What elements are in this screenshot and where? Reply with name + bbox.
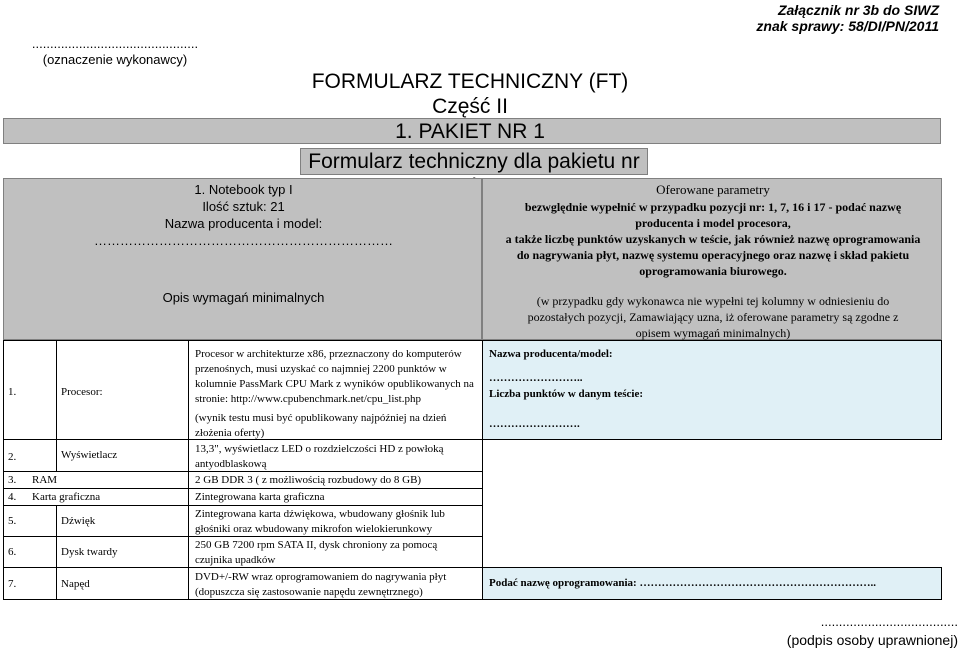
offered-title: Oferowane parametry: [656, 182, 770, 197]
row-6-name: Dysk twardy: [61, 546, 118, 558]
row-6-number-cell: [3, 536, 57, 568]
row-7-offer-label: [489, 576, 876, 591]
row-5-number-cell: [3, 505, 57, 537]
signature-label: (podpis osoby uprawnionej): [786, 632, 958, 648]
row-7-offer-dots[interactable]: ………………………………………………………..: [639, 577, 876, 589]
row-7-offer-cell[interactable]: [482, 567, 942, 600]
row-6-number: 6.: [8, 546, 17, 558]
row-7-req: DVD+/-RW wraz oprogramowaniem do nagrywania płyt (dopuszcza się zastosowanie napędu zewnętrznego): [195, 571, 447, 598]
row-7-number: 7.: [8, 578, 17, 590]
row-1-name-cell: [56, 340, 189, 440]
row-7-req-cell: [188, 567, 483, 600]
row-1-offer-dots-2[interactable]: …………………….: [489, 418, 580, 430]
offered-line-4: do nagrywania płyt, nazwę systemu operacyjnego oraz nazwę i skład pakietu: [516, 248, 910, 262]
row-2-number-cell: [3, 439, 57, 472]
row-4-number: 4.: [8, 491, 17, 503]
row-5-name-cell: [56, 505, 189, 537]
row-4-name: Karta graficzna: [32, 491, 101, 503]
row-1-req: Procesor w architekturze x86, przeznaczony do komputerów przenośnych, musi uzyskać co najmniej 2200 punktów w kolumnie PassMark CPU Mark z wyników opublikowanych na stronie: http://www.cpubenchmark.net/cpu_list.php: [195, 348, 474, 405]
package-title: 1. PAKIET NR 1: [395, 120, 545, 143]
offered-note-1: (w przypadku gdy wykonawca nie wypełni tej kolumny w odniesieniu do: [536, 294, 890, 308]
manufacturer-dots: ……………………………………………………………: [94, 233, 393, 248]
row-6-name-cell: [56, 536, 189, 568]
min-req-header: Opis wymagań minimalnych: [162, 290, 325, 305]
row-5-req-cell: [188, 505, 483, 537]
annex-label: Załącznik nr 3b do SIWZ: [777, 2, 939, 18]
row-1-name: Procesor:: [61, 386, 103, 398]
contractor-dots: ..............................................: [31, 36, 199, 51]
package-form-title: Formularz techniczny dla pakietu nr: [308, 150, 640, 173]
row-7-offer-label-text: Podać nazwę oprogramowania:: [489, 577, 637, 589]
row-1-offer-label-2: Liczba punktów w danym teście:: [489, 388, 644, 400]
contractor-stamp: [20, 36, 210, 68]
row-7-name-cell: [56, 567, 189, 600]
row-1-offer-cell[interactable]: [482, 340, 942, 440]
row-4-req-cell: [188, 488, 483, 506]
form-title: FORMULARZ TECHNICZNY (FT): [311, 70, 629, 93]
offered-line-3: a także liczbę punktów uzyskanych w teście, jak również nazwę oprogramowania: [505, 232, 921, 246]
product-name: 1. Notebook typ I: [194, 182, 293, 197]
manufacturer-label: Nazwa producenta i model:: [164, 216, 323, 231]
row-4-label-cell: [3, 488, 189, 506]
row-6-req: 250 GB 7200 rpm SATA II, dysk chroniony za pomocą czujnika upadków: [195, 539, 438, 566]
row-7-name: Napęd: [61, 578, 90, 590]
row-1-number: 1.: [8, 386, 17, 398]
row-2-name-cell: [56, 439, 189, 472]
contractor-label: (oznaczenie wykonawcy): [42, 52, 188, 67]
row-7-number-cell: [3, 567, 57, 600]
row-2-name: Wyświetlacz: [61, 449, 118, 461]
row-5-req: Zintegrowana karta dźwiękowa, wbudowany głośnik lub głośniki oraz wbudowany mikrofon wielokierunkowy: [195, 508, 445, 535]
row-1-offer-dots-1[interactable]: ……………………..: [489, 372, 583, 384]
row-1-offer-label-1: Nazwa producenta/model:: [489, 348, 613, 360]
row-1-number-cell: [3, 340, 57, 440]
row-5-name: Dźwięk: [61, 515, 96, 527]
product-quantity: Ilość sztuk: 21: [202, 199, 285, 214]
row-2-req-cell: [188, 439, 483, 472]
row-3-number: 3.: [8, 474, 17, 486]
product-header: [3, 178, 482, 340]
row-3-label-cell: [3, 471, 189, 489]
case-reference: znak sprawy: 58/DI/PN/2011: [756, 18, 939, 34]
row-4-req: Zintegrowana karta graficzna: [195, 491, 325, 503]
offered-line-1: bezwględnie wypełnić w przypadku pozycji nr: 1, 7, 16 i 17 - podać nazwę: [524, 200, 902, 214]
offered-line-2: producenta i model procesora,: [635, 216, 791, 230]
offered-line-5: oprogramowania biurowego.: [639, 264, 787, 278]
row-1-req-cell: [188, 340, 483, 440]
row-5-number: 5.: [8, 515, 17, 527]
row-2-number: 2.: [8, 451, 17, 463]
row-1-req-note: (wynik testu musi być opublikowany najpóźniej na dzień złożenia oferty): [195, 412, 447, 439]
offered-header: [482, 178, 942, 340]
signature-dots: ......................................: [820, 614, 958, 629]
offered-note-3: opisem wymagań minimalnych): [635, 326, 791, 340]
row-6-req-cell: [188, 536, 483, 568]
row-3-req-cell: [188, 471, 483, 489]
row-3-name: RAM: [32, 474, 58, 486]
part-title: Część II: [432, 95, 508, 118]
offered-note-2: pozostałych pozycji, Zamawiający uzna, iż oferowane parametry są zgodne z: [527, 310, 899, 324]
row-3-req: 2 GB DDR 3 ( z możliwością rozbudowy do 8 GB): [195, 474, 422, 486]
row-2-req: 13,3", wyświetlacz LED o rozdzielczości HD z powłoką antyodblaskową: [195, 443, 444, 470]
annex-header: [756, 2, 939, 34]
